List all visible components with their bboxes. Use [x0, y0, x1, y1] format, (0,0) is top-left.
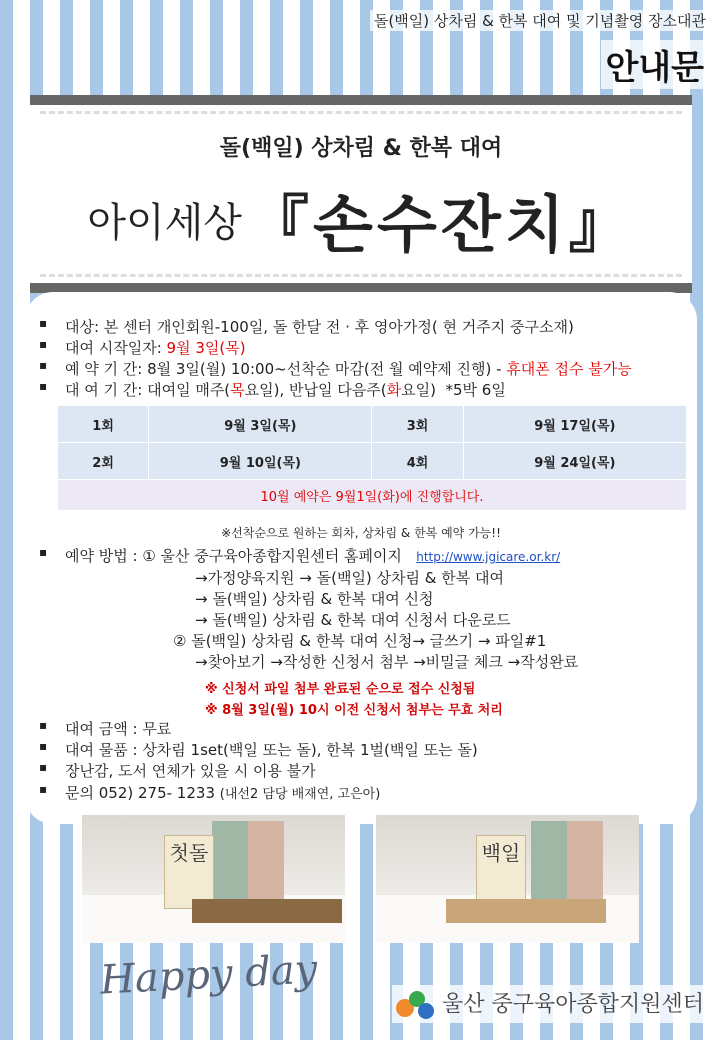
detail-items: [39, 739, 478, 760]
content-panel: [25, 292, 697, 824]
party-table: [446, 899, 606, 923]
method-warning1: ※ 신청서 파일 첨부 완료된 순으로 접수 신청됨: [205, 682, 476, 697]
method-step3: → 돌(백일) 상차림 & 한복 대여 신청서 다운로드: [195, 611, 511, 629]
table-cell: 3회: [372, 406, 463, 443]
method-alt1: ② 돌(백일) 상차림 & 한복 대여 신청→ 글쓰기 → 파일#1: [173, 632, 547, 650]
info-start: [39, 337, 246, 358]
method-label: 예약 방법 : ① 울산 중구육아종합지원센터 홈페이지: [65, 547, 402, 565]
target-label: 대상: [65, 318, 94, 336]
info-rent-period: [39, 379, 506, 400]
banner-title-row: [30, 175, 692, 264]
fee-text: 대여 금액 : 무료: [65, 720, 172, 738]
schedule-table: [57, 405, 687, 511]
header-subtitle: 돌(백일) 상차림 & 한복 대여 및 기념촬영 장소대관: [370, 10, 710, 31]
photo-doljanchi: [82, 815, 345, 943]
first-come-note: ※선착순으로 원하는 회차, 상차림 & 한복 예약 가능!!: [221, 526, 501, 540]
start-value: 9월 3일(목): [166, 339, 246, 357]
sign-first-birthday: 첫돌: [164, 835, 214, 909]
detail-contact: [39, 782, 380, 803]
table-cell: 9월 17일(목): [463, 406, 686, 443]
items-text: 대여 물품 : 상차림 1set(백일 또는 돌), 한복 1벌(백일 또는 돌): [65, 741, 478, 759]
reserve-label: 예 약 기 간: [65, 360, 138, 378]
title-banner: [30, 95, 692, 293]
method-row: [39, 545, 560, 566]
start-label: 대여 시작일자: [65, 339, 157, 357]
rent-text-c: 요일): [401, 381, 436, 399]
banner-prefix: 아이세상: [87, 200, 242, 246]
table-cell: 9월 24일(목): [463, 443, 686, 480]
detail-restriction: [39, 760, 316, 781]
table-cell: 2회: [58, 443, 149, 480]
reserve-text: : 8월 3일(월) 10:00~선착순 마감(전 월 예약제 진행) -: [137, 360, 507, 378]
info-reserve: [39, 358, 632, 379]
schedule-footer: 10월 예약은 9월1일(화)에 진행합니다.: [58, 480, 687, 511]
method-step2: → 돌(백일) 상차림 & 한복 대여 신청: [195, 590, 434, 608]
header: [0, 0, 720, 100]
party-table: [192, 899, 342, 923]
happy-day-text: Happy day: [98, 946, 319, 1004]
header-guide-title: 안내문: [601, 40, 708, 89]
banner-title: 『손수잔치』: [247, 188, 635, 261]
reserve-warning: 휴대폰 접수 불가능: [506, 360, 632, 378]
rent-label: 대 여 기 간: [65, 381, 138, 399]
rent-tuesday: 화: [386, 381, 402, 399]
rent-text-b: 요일), 반납일 다음주(: [244, 381, 387, 399]
sign-100-days: 백일: [476, 835, 526, 909]
contact-phone: 문의 052) 275- 1233: [65, 784, 215, 802]
contact-extension: (내선2 담당 배재연, 고은아): [219, 787, 381, 802]
homepage-link[interactable]: http://www.jgicare.or.kr/: [416, 550, 561, 564]
info-target: [39, 316, 574, 337]
table-cell: 4회: [372, 443, 463, 480]
rent-text-a: : 대여일 매주(: [137, 381, 231, 399]
center-name: 울산 중구육아종합지원센터: [441, 992, 704, 1017]
table-cell: 9월 3일(목): [149, 406, 372, 443]
table-cell: 1회: [58, 406, 149, 443]
rent-thursday: 목: [230, 381, 245, 399]
method-alt2: →찾아보기 →작성한 신청서 첨부 →비밀글 체크 →작성완료: [195, 653, 579, 671]
photo-baekil: [376, 815, 639, 943]
table-cell: 9월 10일(목): [149, 443, 372, 480]
method-warning2: ※ 8월 3일(월) 10시 이전 신청서 첨부는 무효 처리: [205, 703, 503, 718]
start-sep: :: [156, 339, 167, 357]
banner-subtitle: 돌(백일) 상차림 & 한복 대여: [219, 136, 503, 161]
table-row: [58, 443, 687, 480]
center-footer: [392, 985, 708, 1023]
detail-fee: [39, 718, 171, 739]
table-row: [58, 480, 687, 511]
restriction-text: 장난감, 도서 연체가 있을 시 이용 불가: [65, 762, 316, 780]
target-text: : 본 센터 개인회원-100일, 돌 한달 전 · 후 영아가정( 현 거주지 중구소재): [93, 318, 574, 336]
method-step1: →가정양육지원 → 돌(백일) 상차림 & 한복 대여: [195, 569, 504, 587]
rent-note: *5박 6일: [445, 381, 506, 399]
center-logo-icon: [396, 989, 436, 1021]
table-row: [58, 406, 687, 443]
